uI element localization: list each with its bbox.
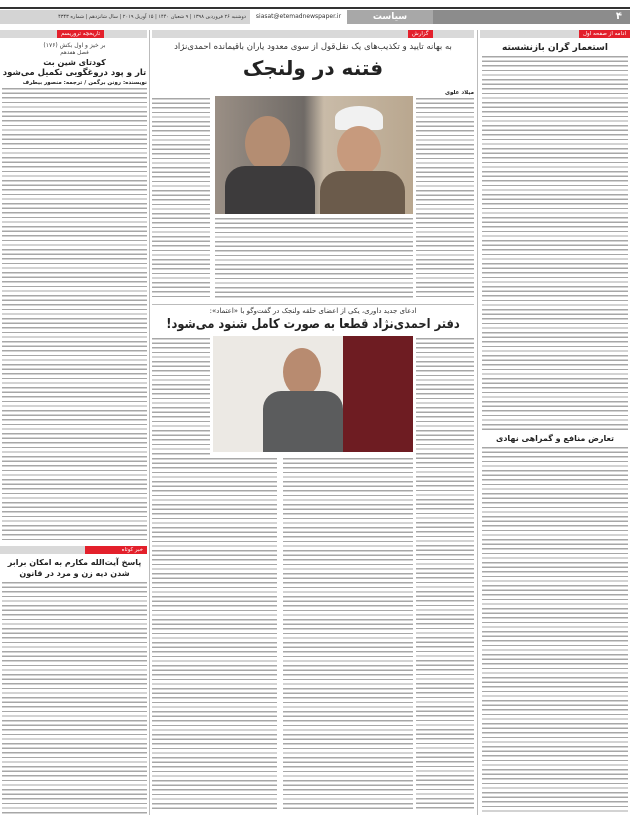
byline: میلاد علوی bbox=[444, 90, 474, 96]
article-body bbox=[215, 218, 413, 300]
column-divider bbox=[149, 30, 150, 815]
article-body bbox=[2, 88, 147, 540]
column-divider bbox=[477, 30, 478, 815]
article-body bbox=[152, 458, 277, 811]
main-section-label: گزارش bbox=[408, 30, 433, 38]
article-title: استعمار گران بازنشسته bbox=[502, 43, 608, 53]
divider bbox=[152, 304, 474, 305]
article-body bbox=[482, 56, 628, 430]
series-title: بر خیز و اول بکش (۱۷۶) bbox=[43, 42, 106, 49]
article-body bbox=[283, 458, 413, 811]
article-body bbox=[152, 98, 210, 298]
main-kicker: به بهانه تایید و تکذیب‌های یک نقل‌قول از سوی معدود یاران باقیمانده احمدی‌نژاد bbox=[174, 42, 452, 52]
article-title: تعارض منافع و گمراهی نهادی bbox=[495, 434, 615, 443]
main-photo bbox=[215, 96, 413, 214]
news-label: خبر کوتاه bbox=[85, 546, 147, 554]
section-title: سیاست bbox=[347, 10, 433, 24]
main-headline: فتنه در ولنجک bbox=[242, 56, 384, 80]
left-headline: تار و پود دروغگویی تکمیل می‌شود bbox=[2, 68, 147, 78]
article2-photo bbox=[213, 336, 413, 452]
article-body bbox=[482, 447, 628, 815]
article-body bbox=[152, 338, 210, 456]
article-body bbox=[416, 98, 474, 298]
quote-title: کودتای شین بت bbox=[43, 58, 106, 67]
left-section-label: تاریخچه تروریسم bbox=[57, 30, 104, 38]
dateline: دوشنبه ۲۶ فروردین ۱۳۹۸ | ۹ شعبان ۱۴۴۰ | ۱۵ آوریل ۲۰۱۹ | سال شانزدهم | شماره ۴۳۴۳ bbox=[0, 10, 250, 24]
author: نویسنده: رونن برگمن / ترجمه: منصور بیطرف bbox=[22, 80, 147, 86]
article2-headline: دفتر احمدی‌نژاد قطعا به صورت کامل شنود می‌شود! bbox=[166, 317, 460, 332]
right-section-label: ادامه از صفحه اول bbox=[579, 30, 630, 38]
chapter: فصل هفدهم bbox=[60, 50, 89, 56]
news-headline: پاسخ آیت‌الله مکارم به امکان برابر شدن دیه زن و مرد در قانون bbox=[7, 558, 142, 578]
page-number: ۴ bbox=[433, 10, 630, 24]
top-rule bbox=[0, 7, 630, 9]
article2-kicker: ادعای جدید داوری، یکی از اعضای حلقه ولنجک در گفت‌وگو با «اعتماد»: bbox=[209, 307, 417, 315]
article-body bbox=[2, 582, 147, 815]
section-email: siasat@etemadnewspaper.ir bbox=[250, 10, 347, 24]
article-body bbox=[416, 338, 474, 811]
